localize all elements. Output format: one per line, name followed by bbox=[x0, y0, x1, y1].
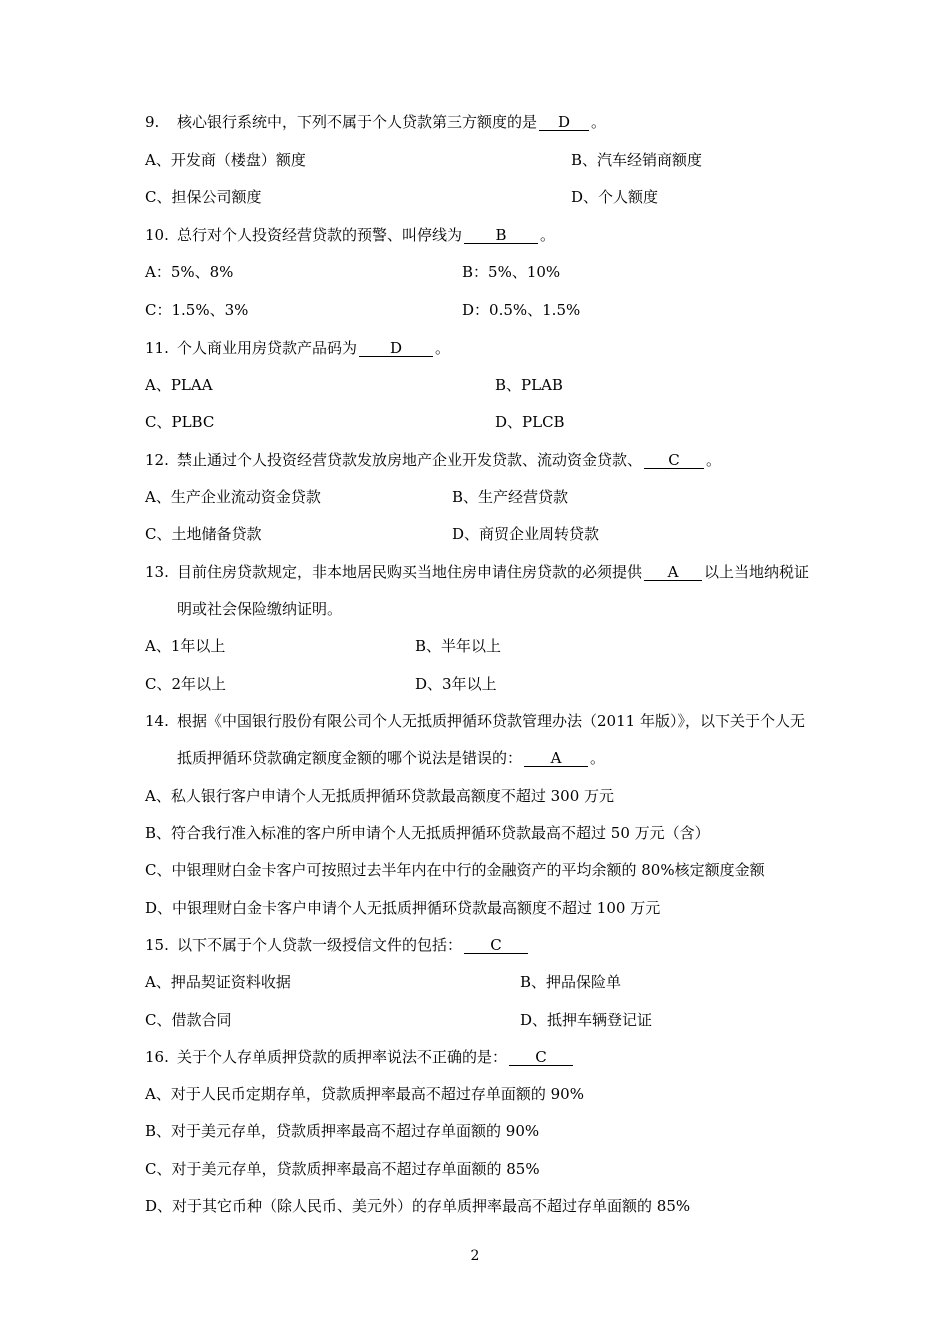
question-text-end: 。 bbox=[590, 749, 606, 767]
option-b: B、符合我行准入标准的客户所申请个人无抵质押循环贷款最高不超过 50 万元（含） bbox=[145, 824, 710, 842]
question-14 bbox=[145, 711, 805, 731]
question-text: 根据《中国银行股份有限公司个人无抵质押循环贷款管理办法（2011 年版）》，以下关于个人无 bbox=[177, 712, 805, 730]
option-b: B、押品保险单 bbox=[520, 973, 622, 991]
option-c: C、借款合同 bbox=[145, 1011, 232, 1029]
answer-blank: C bbox=[644, 452, 704, 469]
question-text-end: 以上当地纳税证 bbox=[704, 563, 810, 581]
option-d: D、PLCB bbox=[495, 413, 565, 431]
option-a: A、押品契证资料收据 bbox=[145, 973, 291, 991]
option-a: A、1年以上 bbox=[145, 637, 226, 655]
option-a: A、PLAA bbox=[145, 376, 213, 394]
option-c: C、中银理财白金卡客户可按照过去半年内在中行的金融资产的平均余额的 80%核定额度金额 bbox=[145, 861, 765, 879]
option-a: A、对于人民币定期存单，贷款质押率最高不超过存单面额的 90% bbox=[145, 1085, 584, 1103]
question-continuation bbox=[177, 748, 605, 768]
option-c: C、2年以上 bbox=[145, 675, 227, 693]
question-number: 13. bbox=[145, 563, 169, 581]
question-number: 15. bbox=[145, 936, 169, 954]
option-d: D、个人额度 bbox=[571, 188, 659, 206]
option-b: B、生产经营贷款 bbox=[452, 488, 569, 506]
option-a: A、生产企业流动资金贷款 bbox=[145, 488, 321, 506]
question-number: 10. bbox=[145, 226, 169, 244]
question-text-end: 。 bbox=[706, 451, 722, 469]
option-b: B、汽车经销商额度 bbox=[571, 151, 703, 169]
question-number: 14. bbox=[145, 712, 169, 730]
option-c: C、担保公司额度 bbox=[145, 188, 262, 206]
option-d: D：0.5%、1.5% bbox=[462, 301, 581, 319]
option-c: C：1.5%、3% bbox=[145, 301, 249, 319]
question-text-end: 。 bbox=[591, 113, 607, 131]
question-text-end: 。 bbox=[435, 339, 451, 357]
option-d: D、对于其它币种（除人民币、美元外）的存单质押率最高不超过存单面额的 85% bbox=[145, 1197, 691, 1215]
question-text-end: 。 bbox=[540, 226, 556, 244]
question-continuation: 明或社会保险缴纳证明。 bbox=[177, 600, 343, 618]
question-text: 禁止通过个人投资经营贷款发放房地产企业开发贷款、流动资金贷款、 bbox=[177, 451, 643, 469]
page-number: 2 bbox=[470, 1248, 480, 1264]
option-b: B、对于美元存单，贷款质押率最高不超过存单面额的 90% bbox=[145, 1122, 540, 1140]
answer-blank: B bbox=[464, 227, 538, 244]
answer-blank: A bbox=[524, 750, 588, 767]
question-number: 16. bbox=[145, 1048, 169, 1066]
answer-blank: C bbox=[509, 1049, 573, 1066]
question-13 bbox=[145, 562, 809, 582]
option-b: B、半年以上 bbox=[415, 637, 502, 655]
answer-blank: A bbox=[644, 564, 702, 581]
question-number: 9. bbox=[145, 113, 160, 131]
option-c: C、PLBC bbox=[145, 413, 215, 431]
option-c: C、对于美元存单，贷款质押率最高不超过存单面额的 85% bbox=[145, 1160, 540, 1178]
question-12 bbox=[145, 450, 721, 470]
question-11 bbox=[145, 338, 450, 358]
question-text: 抵质押循环贷款确定额度金额的哪个说法是错误的： bbox=[177, 749, 523, 767]
answer-blank: D bbox=[539, 114, 589, 131]
answer-blank: D bbox=[359, 340, 433, 357]
question-text: 核心银行系统中，下列不属于个人贷款第三方额度的是 bbox=[177, 113, 538, 131]
option-a: A：5%、8% bbox=[145, 263, 234, 281]
option-a: A、开发商（楼盘）额度 bbox=[145, 151, 306, 169]
answer-blank: C bbox=[464, 937, 528, 954]
option-d: D、中银理财白金卡客户申请个人无抵质押循环贷款最高额度不超过 100 万元 bbox=[145, 899, 661, 917]
option-a: A、私人银行客户申请个人无抵质押循环贷款最高额度不超过 300 万元 bbox=[145, 787, 615, 805]
option-d: D、抵押车辆登记证 bbox=[520, 1011, 653, 1029]
question-number: 12. bbox=[145, 451, 169, 469]
question-text: 关于个人存单质押贷款的质押率说法不正确的是： bbox=[177, 1048, 508, 1066]
question-9 bbox=[145, 112, 606, 132]
question-text: 个人商业用房贷款产品码为 bbox=[177, 339, 358, 357]
option-b: B、PLAB bbox=[495, 376, 563, 394]
option-b: B：5%、10% bbox=[462, 263, 561, 281]
option-d: D、3年以上 bbox=[415, 675, 497, 693]
option-c: C、土地储备贷款 bbox=[145, 525, 262, 543]
question-15 bbox=[145, 935, 530, 955]
option-d: D、商贸企业周转贷款 bbox=[452, 525, 600, 543]
question-number: 11. bbox=[145, 339, 169, 357]
question-text: 以下不属于个人贷款一级授信文件的包括： bbox=[177, 936, 463, 954]
question-text: 总行对个人投资经营贷款的预警、叫停线为 bbox=[177, 226, 463, 244]
question-10 bbox=[145, 225, 555, 245]
question-text: 目前住房贷款规定，非本地居民购买当地住房申请住房贷款的必须提供 bbox=[177, 563, 643, 581]
question-16 bbox=[145, 1047, 575, 1067]
